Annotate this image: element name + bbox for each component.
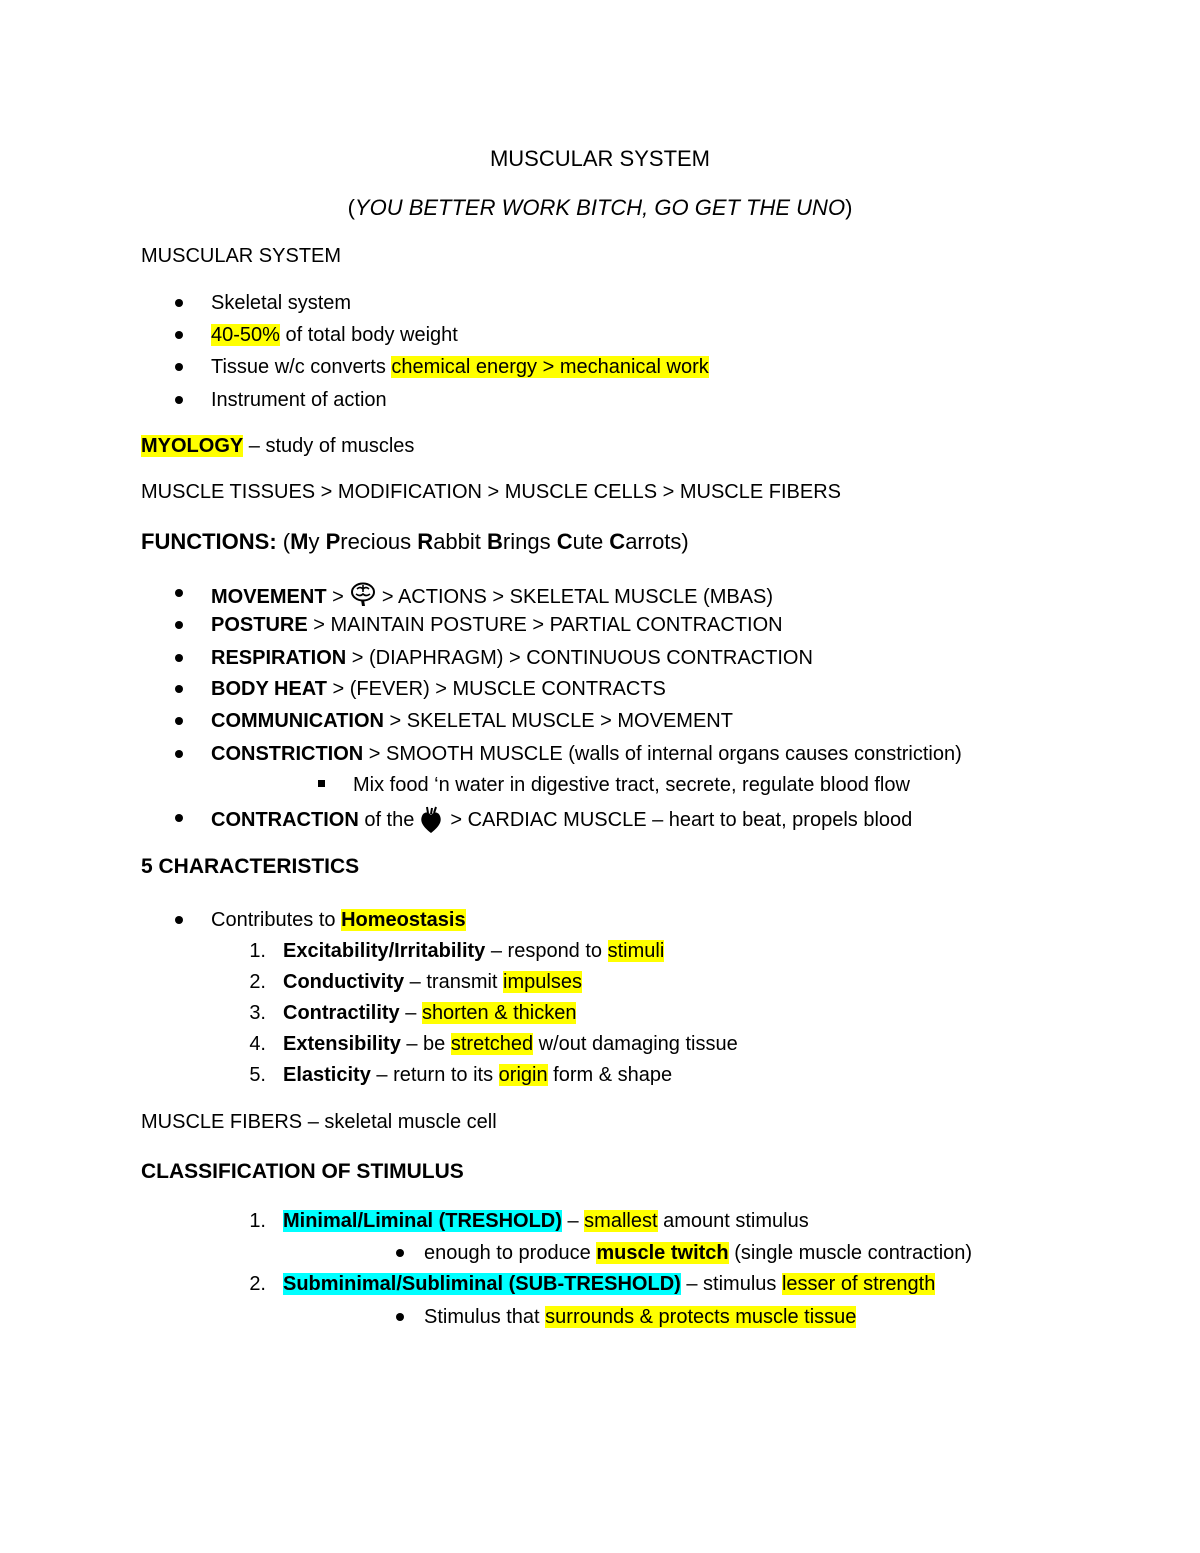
brain-icon xyxy=(350,581,376,607)
stimulus-item: Subminimal/Subliminal (SUB-TRESHOLD) – stimulus lesser of strength xyxy=(283,1273,936,1295)
mnemonic-fragment: B xyxy=(487,529,503,554)
section-heading-muscular-system: MUSCULAR SYSTEM xyxy=(141,245,342,267)
characteristic-item: Extensibility – be stretched w/out damaging tissue xyxy=(283,1033,738,1055)
page-subtitle: (YOU BETTER WORK BITCH, GO GET THE UNO) xyxy=(347,195,853,220)
bullet xyxy=(175,717,183,725)
bullet xyxy=(175,299,183,307)
square-bullet xyxy=(318,780,325,787)
list-number: 3. xyxy=(249,1002,266,1024)
characteristic-item: Excitability/Irritability – respond to stimuli xyxy=(283,940,665,962)
mnemonic-fragment: ute xyxy=(572,529,610,554)
function-item-movement: MOVEMENT > > ACTIONS > SKELETAL MUSCLE (MBAS) xyxy=(211,581,773,609)
bullet xyxy=(175,750,183,758)
list-item: 40-50% of total body weight xyxy=(211,324,458,346)
mnemonic-fragment: recious xyxy=(340,529,418,554)
muscle-hierarchy-line: MUSCLE TISSUES > MODIFICATION > MUSCLE CELLS > MUSCLE FIBERS xyxy=(141,481,841,503)
function-item-communication: COMMUNICATION > SKELETAL MUSCLE > MOVEMENT xyxy=(211,710,733,732)
mnemonic-fragment: y xyxy=(308,529,326,554)
function-item-respiration: RESPIRATION > (DIAPHRAGM) > CONTINUOUS CONTRACTION xyxy=(211,647,813,669)
mnemonic-fragment: rings xyxy=(502,529,557,554)
function-item-constriction: CONSTRICTION > SMOOTH MUSCLE (walls of internal organs causes constriction) xyxy=(211,743,962,765)
characteristic-item: Elasticity – return to its origin form & shape xyxy=(283,1064,673,1086)
list-item: Tissue w/c converts chemical energy > mechanical work xyxy=(211,356,709,378)
functions-mnemonic xyxy=(277,529,689,554)
bullet xyxy=(396,1313,404,1321)
list-number: 2. xyxy=(249,1273,266,1295)
heart-icon xyxy=(420,806,442,834)
page-title: MUSCULAR SYSTEM xyxy=(489,146,711,171)
bullet xyxy=(175,814,183,822)
stimulus-heading: CLASSIFICATION OF STIMULUS xyxy=(141,1160,464,1183)
bullet xyxy=(175,396,183,404)
mnemonic-fragment: ( xyxy=(276,529,291,554)
functions-heading: FUNCTIONS: (My Precious Rabbit Brings Cute Carrots) xyxy=(141,529,689,554)
function-item-body-heat: BODY HEAT > (FEVER) > MUSCLE CONTRACTS xyxy=(211,678,666,700)
function-subitem: Mix food ‘n water in digestive tract, secrete, regulate blood flow xyxy=(353,774,910,796)
mnemonic-fragment: M xyxy=(290,529,309,554)
list-number: 5. xyxy=(249,1064,266,1086)
list-number: 4. xyxy=(249,1033,266,1055)
bullet xyxy=(175,621,183,629)
characteristic-item: Conductivity – transmit impulses xyxy=(283,971,582,993)
list-number: 2. xyxy=(249,971,266,993)
function-item-contraction: CONTRACTION of the > CARDIAC MUSCLE – heart to beat, propels blood xyxy=(211,806,912,834)
mnemonic-fragment: P xyxy=(325,529,341,554)
stimulus-subitem: enough to produce muscle twitch (single muscle contraction) xyxy=(424,1242,973,1264)
mnemonic-fragment: C xyxy=(609,529,626,554)
myology-line: MYOLOGY – study of muscles xyxy=(141,435,415,457)
mnemonic-fragment: abbit xyxy=(433,529,488,554)
characteristics-intro: Contributes to Homeostasis xyxy=(211,909,466,931)
list-number: 1. xyxy=(249,940,266,962)
stimulus-subitem: Stimulus that surrounds & protects muscle tissue xyxy=(424,1306,857,1328)
list-item: Instrument of action xyxy=(211,389,387,411)
bullet xyxy=(175,589,183,597)
bullet xyxy=(175,363,183,371)
muscle-fibers-line: MUSCLE FIBERS – skeletal muscle cell xyxy=(141,1111,497,1133)
bullet xyxy=(396,1249,404,1257)
bullet xyxy=(175,685,183,693)
characteristic-item: Contractility – shorten & thicken xyxy=(283,1002,577,1024)
list-item: Skeletal system xyxy=(211,292,352,314)
bullet xyxy=(175,916,183,924)
stimulus-item: Minimal/Liminal (TRESHOLD) – smallest amount stimulus xyxy=(283,1210,809,1232)
mnemonic-fragment: arrots) xyxy=(625,529,689,554)
function-item-posture: POSTURE > MAINTAIN POSTURE > PARTIAL CONTRACTION xyxy=(211,614,783,636)
mnemonic-fragment: C xyxy=(556,529,573,554)
characteristics-heading: 5 CHARACTERISTICS xyxy=(141,855,360,878)
bullet xyxy=(175,654,183,662)
mnemonic-fragment: R xyxy=(417,529,434,554)
bullet xyxy=(175,331,183,339)
list-number: 1. xyxy=(249,1210,266,1232)
